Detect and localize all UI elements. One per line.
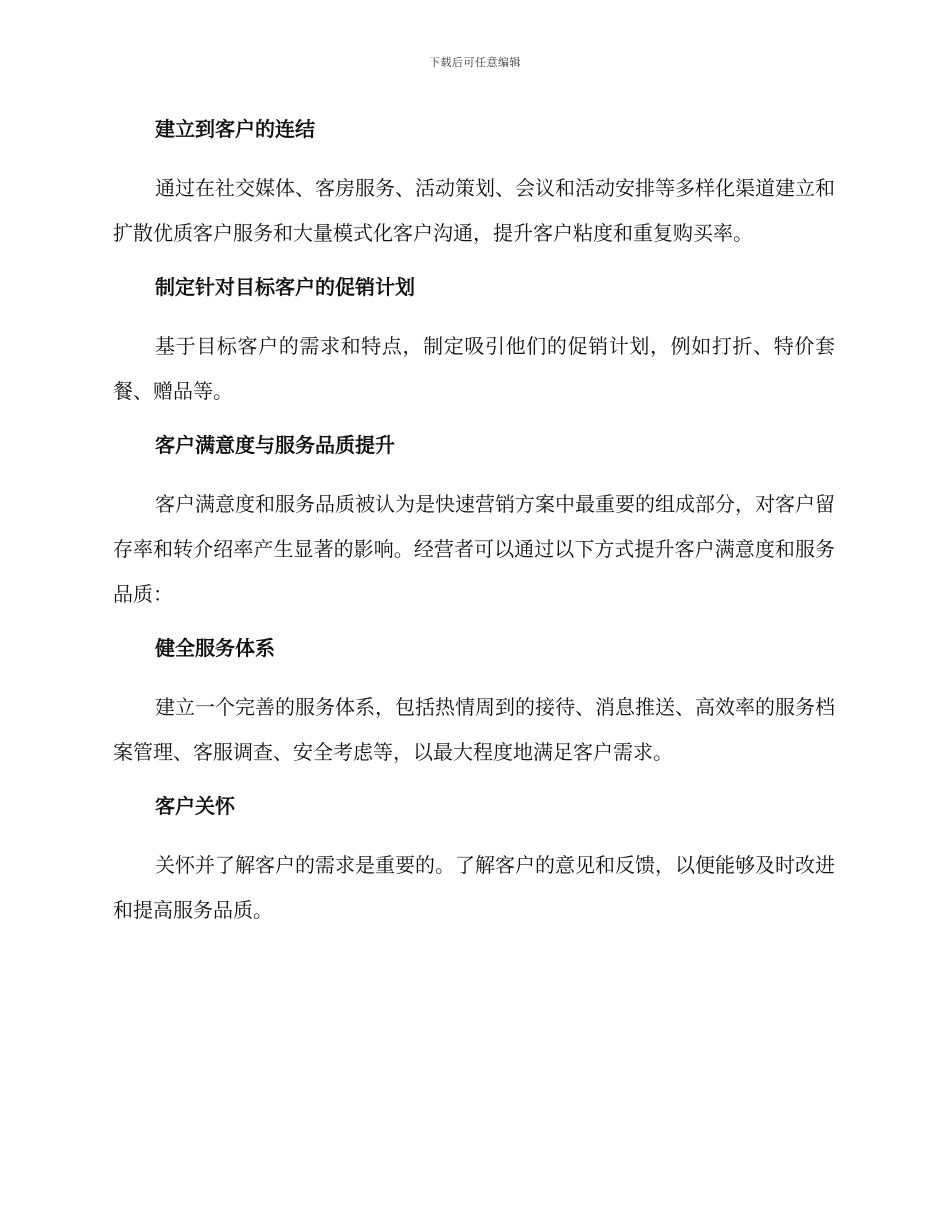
- section-heading-connection: 建立到客户的连结: [155, 117, 315, 141]
- section-heading-satisfaction: 客户满意度与服务品质提升: [155, 433, 395, 457]
- document-body: [113, 112, 835, 947]
- section-heading-service-system: 健全服务体系: [155, 636, 275, 660]
- section-heading-promotion: 制定针对目标客户的促销计划: [155, 275, 415, 299]
- section-heading-customer-care: 客户关怀: [155, 794, 235, 818]
- section-body-satisfaction: 客户满意度和服务品质被认为是快速营销方案中最重要的组成部分，对客户留存率和转介绍率产生显著的影响。经营者可以通过以下方式提升客户满意度和服务品质：: [113, 492, 835, 606]
- page-header: 下载后可任意编辑: [429, 56, 521, 69]
- section-body-connection: 通过在社交媒体、客房服务、活动策划、会议和活动安排等多样化渠道建立和扩散优质客户服务和大量模式化客户沟通，提升客户粘度和重复购买率。: [113, 176, 835, 245]
- section-body-service-system: 建立一个完善的服务体系，包括热情周到的接待、消息推送、高效率的服务档案管理、客服调查、安全考虑等，以最大程度地满足客户需求。: [113, 695, 835, 764]
- section-body-customer-care: 关怀并了解客户的需求是重要的。了解客户的意见和反馈，以便能够及时改进和提高服务品质。: [113, 853, 835, 922]
- section-body-promotion: 基于目标客户的需求和特点，制定吸引他们的促销计划，例如打折、特价套餐、赠品等。: [113, 334, 835, 403]
